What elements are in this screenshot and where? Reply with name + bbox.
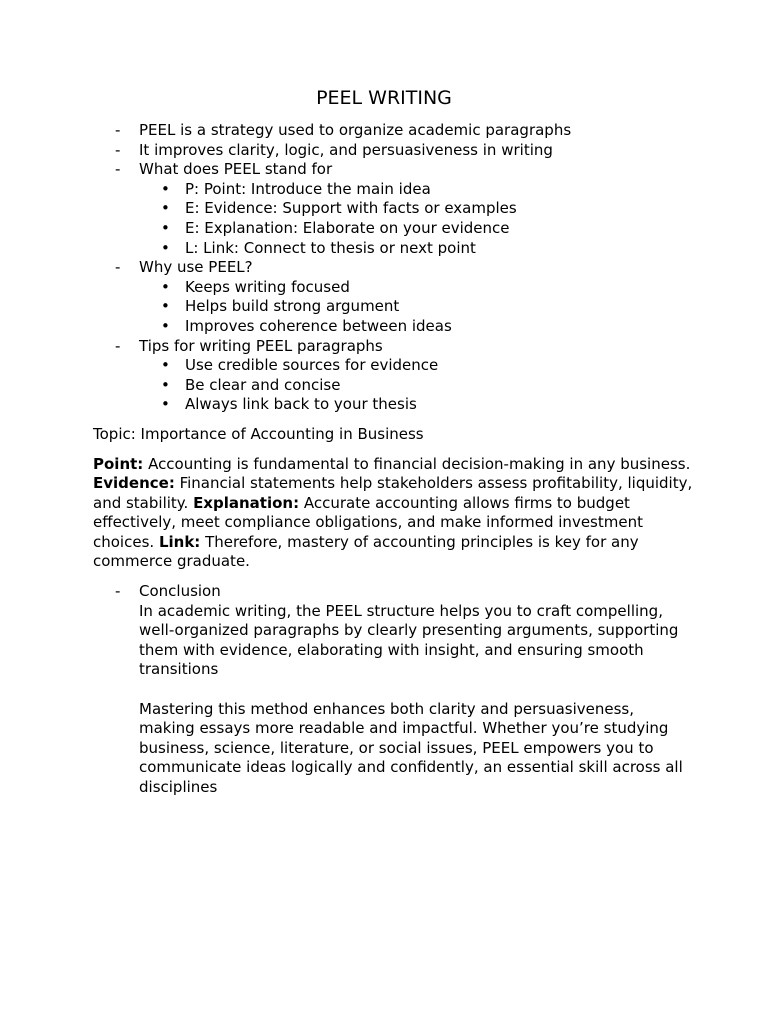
- sublist-item: • Use credible sources for evidence: [139, 356, 693, 376]
- list-item-text: What does PEEL stand for: [139, 160, 333, 179]
- sublist-item: • P: Point: Introduce the main idea: [139, 180, 693, 200]
- document-body: [93, 121, 693, 798]
- list-item-text: Tips for writing PEEL paragraphs: [139, 336, 383, 355]
- evidence-label: Evidence:: [93, 474, 175, 493]
- stand-for-list: [139, 180, 693, 258]
- conclusion-list: [93, 582, 693, 798]
- paragraph-spacer: [139, 680, 693, 700]
- list-item: [93, 160, 693, 258]
- why-list: [139, 278, 693, 337]
- sublist-item: • L: Link: Connect to thesis or next point: [139, 239, 693, 259]
- link-text: Therefore, mastery of accounting principles is key for any commerce graduate.: [93, 532, 639, 571]
- topic-line: Topic: Importance of Accounting in Business: [93, 424, 424, 443]
- sublist-item: • Always link back to your thesis: [139, 395, 693, 415]
- sublist-item: • Be clear and concise: [139, 376, 693, 396]
- list-item: [93, 141, 693, 161]
- list-item: [93, 121, 693, 141]
- document-title: PEEL WRITING: [316, 87, 452, 109]
- point-label: Point:: [93, 454, 144, 473]
- sublist-item: • E: Evidence: Support with facts or examples: [139, 199, 693, 219]
- explanation-text: Accurate accounting allows firms to budget effectively, meet compliance obligations, and make informed investment choices.: [93, 493, 643, 551]
- point-text: Accounting is fundamental to financial decision-making in any business.: [143, 454, 691, 473]
- evidence-text: Financial statements help stakeholders assess profitability, liquidity, and stability.: [93, 474, 693, 512]
- conclusion-paragraph: Mastering this method enhances both clarity and persuasiveness, making essays more readable and impactful. Whether you’re studying business, science, literature, or social issues, PEEL empowers you to communicate ideas logically and confidently, an essential skill across all disciplines: [139, 699, 683, 796]
- intro-list: [93, 121, 693, 415]
- sublist-item: • Keeps writing focused: [139, 278, 693, 298]
- list-item: [93, 258, 693, 336]
- sublist-item: • Helps build strong argument: [139, 297, 693, 317]
- list-item: [93, 337, 693, 415]
- list-item-text: Why use PEEL?: [139, 258, 253, 277]
- conclusion-heading: - Conclusion: [139, 582, 221, 601]
- list-item-text: It improves clarity, logic, and persuasiveness in writing: [139, 140, 553, 159]
- link-label: Link:: [158, 532, 201, 551]
- sublist-item: • Improves coherence between ideas: [139, 317, 693, 337]
- tips-list: [139, 356, 693, 415]
- list-item: [93, 582, 693, 798]
- list-item-text: PEEL is a strategy used to organize academic paragraphs: [139, 121, 572, 139]
- peel-example-paragraph: [93, 455, 693, 573]
- conclusion-paragraph: In academic writing, the PEEL structure helps you to craft compelling, well-organized paragraphs by clearly presenting arguments, supporting them with evidence, elaborating with insight, and ensuring smooth transitions: [139, 601, 679, 679]
- explanation-label: Explanation:: [193, 493, 300, 512]
- sublist-item: • E: Explanation: Elaborate on your evidence: [139, 219, 693, 239]
